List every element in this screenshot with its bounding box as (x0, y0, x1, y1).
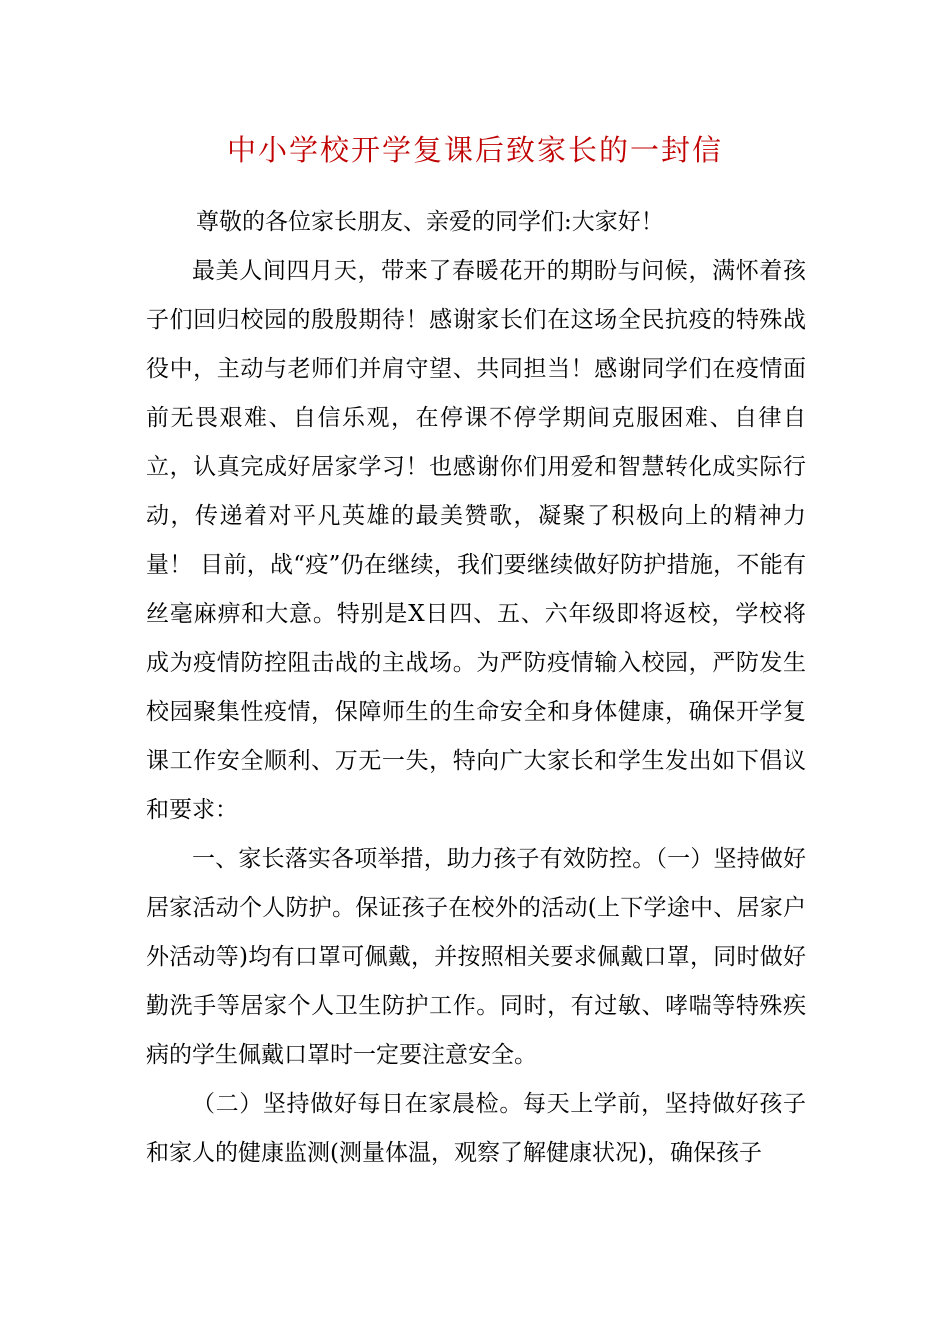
greeting-paragraph: 尊敬的各位家长朋友、亲爱的同学们:大家好！ (196, 209, 664, 235)
document-title: 中小学校开学复课后致家长的一封信 (226, 133, 723, 167)
section-two-paragraph: （二）坚持做好每日在家晨检。每天上学前，坚持做好孩子和家人的健康监测(测量体温，观察了解健康状况)，确保孩子 (146, 1091, 806, 1166)
letter-body (146, 198, 806, 1178)
section-one-paragraph: 一、家长落实各项举措，助力孩子有效防控。（一）坚持做好居家活动个人防护。保证孩子在校外的活动(上下学途中、居家户外活动等)均有口罩可佩戴，并按照相关要求佩戴口罩，同时做好勤洗手等居家个人卫生防护工作。同时，有过敏、哮喘等特殊疾病的学生佩戴口罩时一定要注意安全。 (146, 846, 806, 1068)
intro-paragraph: 最美人间四月天，带来了春暖花开的期盼与问候，满怀着孩子们回归校园的殷殷期待！感谢家长们在这场全民抗疫的特殊战役中，主动与老师们并肩守望、共同担当！感谢同学们在疫情面前无畏艰难、自信乐观，在停课不停学期间克服困难、自律自立，认真完成好居家学习！也感谢你们用爱和智慧转化成实际行动，传递着对平凡英雄的最美赞歌，凝聚了积极向上的精神力量！ 目前，战“疫”仍在继续，我们要继续做好防护措施，不能有丝毫麻痹和大意。特别是X日四、五、六年级即将返校，学校将成为疫情防控阻击战的主战场。为严防疫情输入校园，严防发生校园聚集性疫情，保障师生的生命安全和身体健康，确保开学复课工作安全顺利、万无一失，特向广大家长和学生发出如下倡议和要求： (146, 258, 806, 823)
